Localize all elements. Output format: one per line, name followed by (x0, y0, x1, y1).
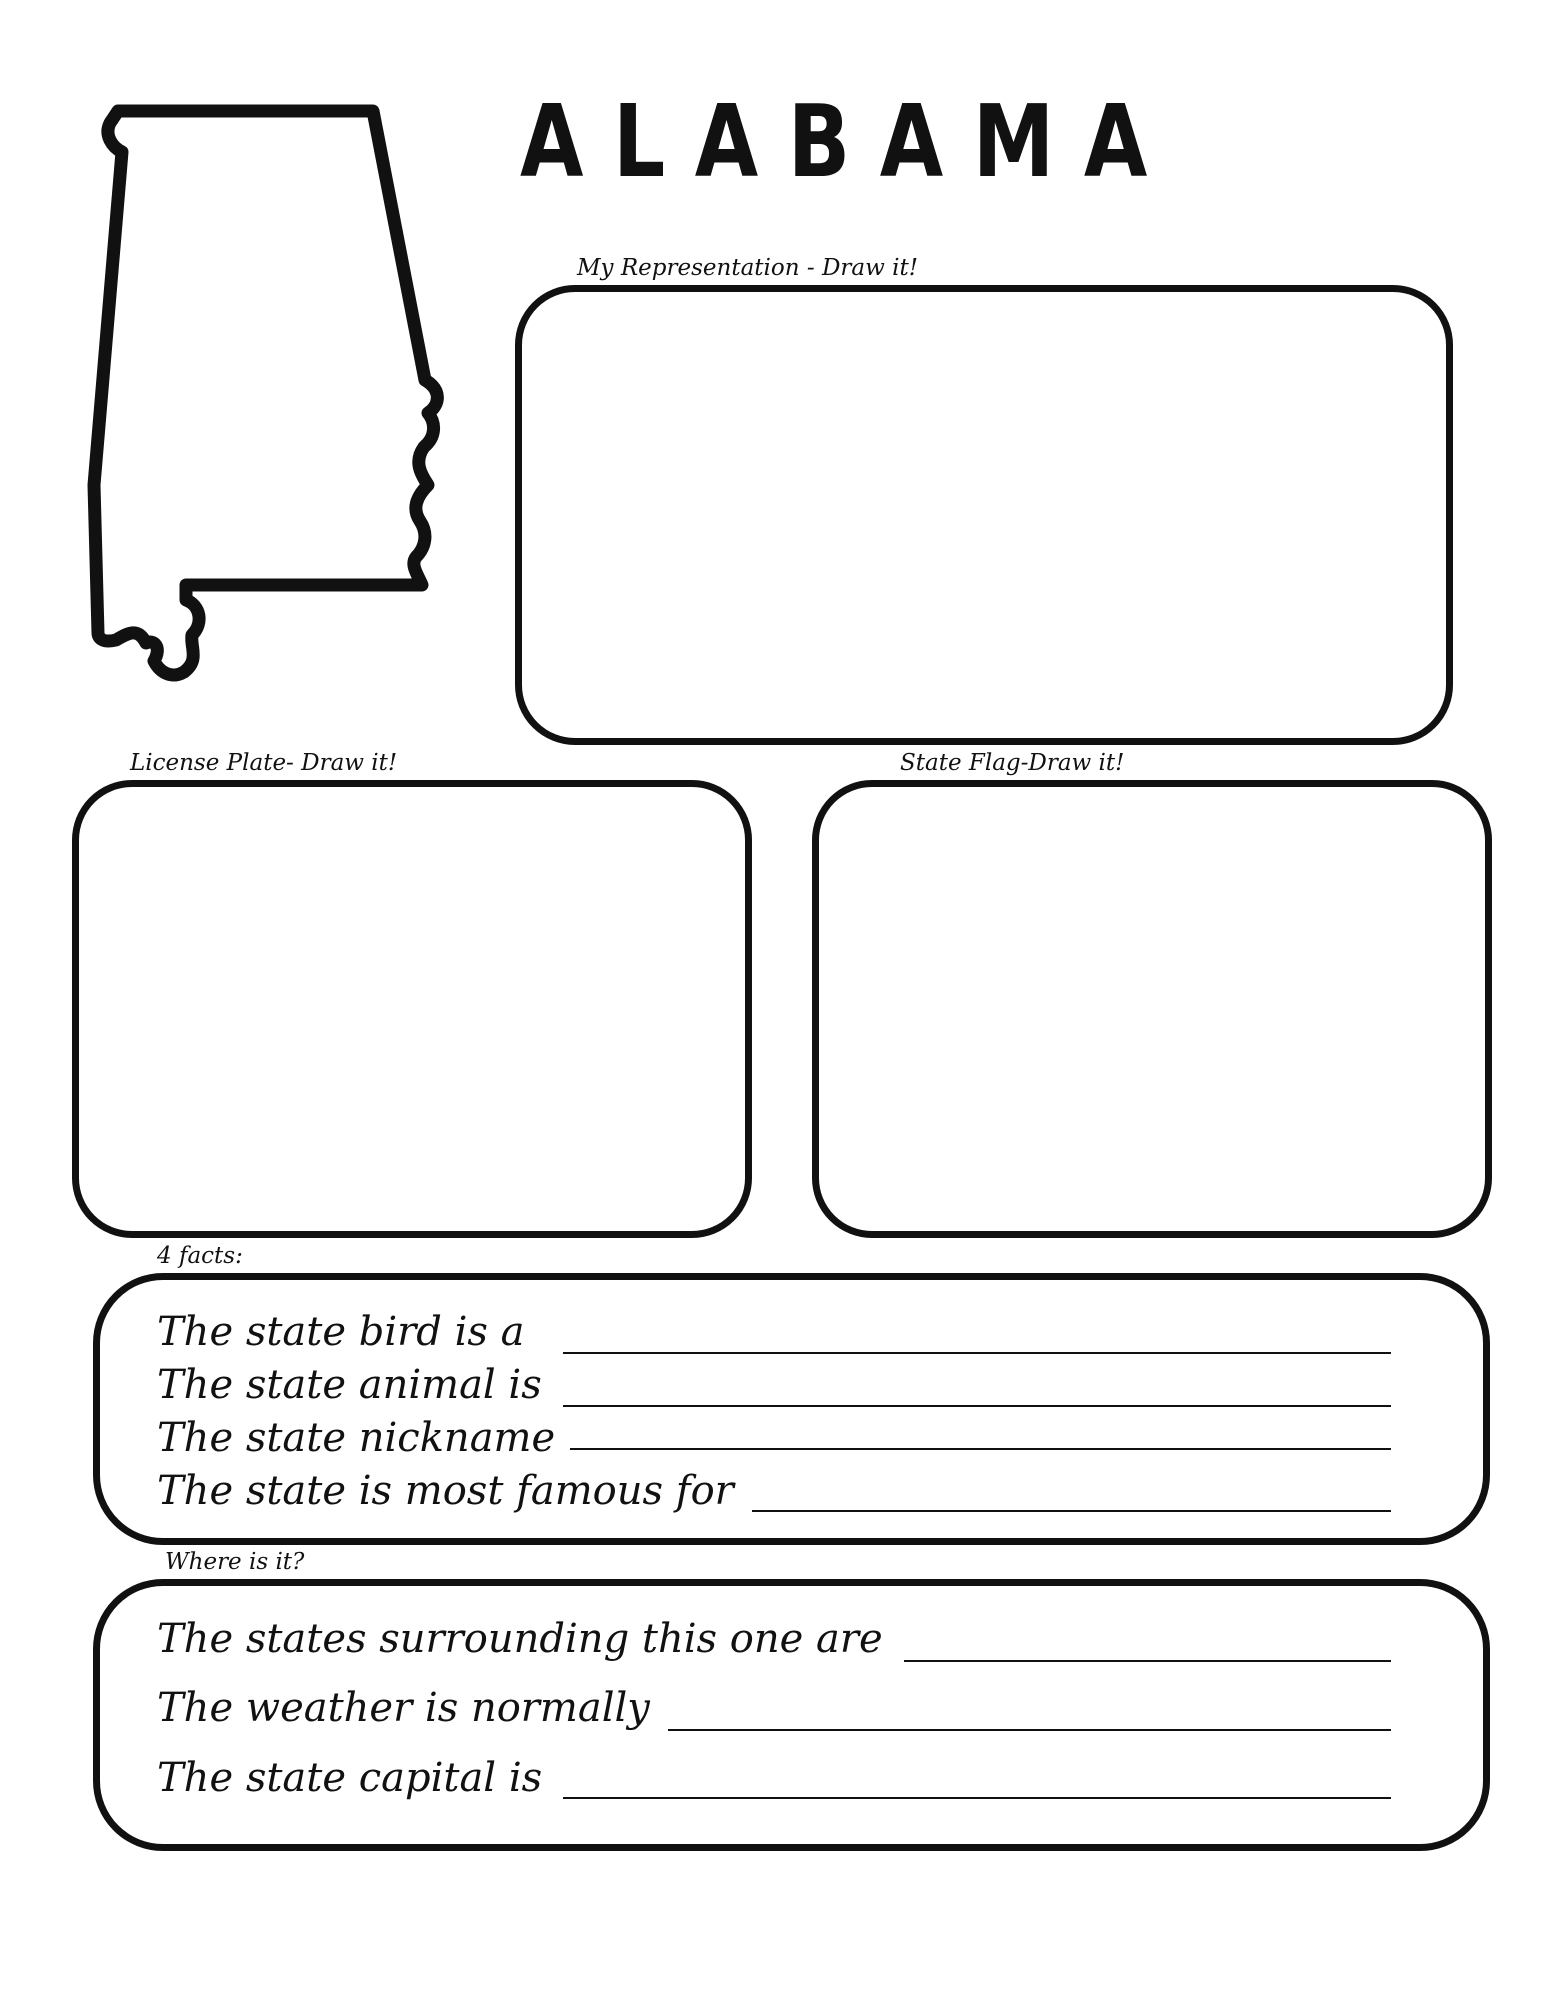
where-label: Where is it? (165, 1549, 305, 1575)
facts-label: 4 facts: (157, 1243, 243, 1269)
fact-famous-for-answer-line[interactable] (752, 1510, 1391, 1512)
page-title: ALABAMA (520, 83, 1177, 200)
where-surrounding-states-answer-line[interactable] (904, 1660, 1391, 1662)
alabama-outline-icon (80, 95, 460, 695)
fact-state-bird-text: The state bird is a (157, 1309, 525, 1355)
fact-famous-for-text: The state is most famous for (157, 1468, 734, 1514)
fact-state-animal-answer-line[interactable] (563, 1405, 1391, 1407)
license-plate-label: License Plate- Draw it! (130, 750, 398, 776)
where-capital-answer-line[interactable] (563, 1797, 1391, 1799)
where-capital-text: The state capital is (157, 1755, 543, 1801)
where-weather-answer-line[interactable] (668, 1729, 1391, 1731)
where-surrounding-states-text: The states surrounding this one are (157, 1616, 883, 1662)
fact-state-bird-answer-line[interactable] (563, 1352, 1391, 1354)
representation-label: My Representation - Draw it! (577, 255, 918, 281)
fact-state-animal-text: The state animal is (157, 1362, 542, 1408)
state-flag-drawing-box[interactable] (812, 780, 1492, 1238)
fact-state-nickname-text: The state nickname (157, 1415, 556, 1461)
state-flag-label: State Flag-Draw it! (900, 750, 1125, 776)
fact-state-nickname-answer-line[interactable] (570, 1448, 1391, 1450)
license-plate-drawing-box[interactable] (72, 780, 752, 1238)
representation-drawing-box[interactable] (515, 285, 1453, 745)
where-weather-text: The weather is normally (157, 1685, 650, 1731)
